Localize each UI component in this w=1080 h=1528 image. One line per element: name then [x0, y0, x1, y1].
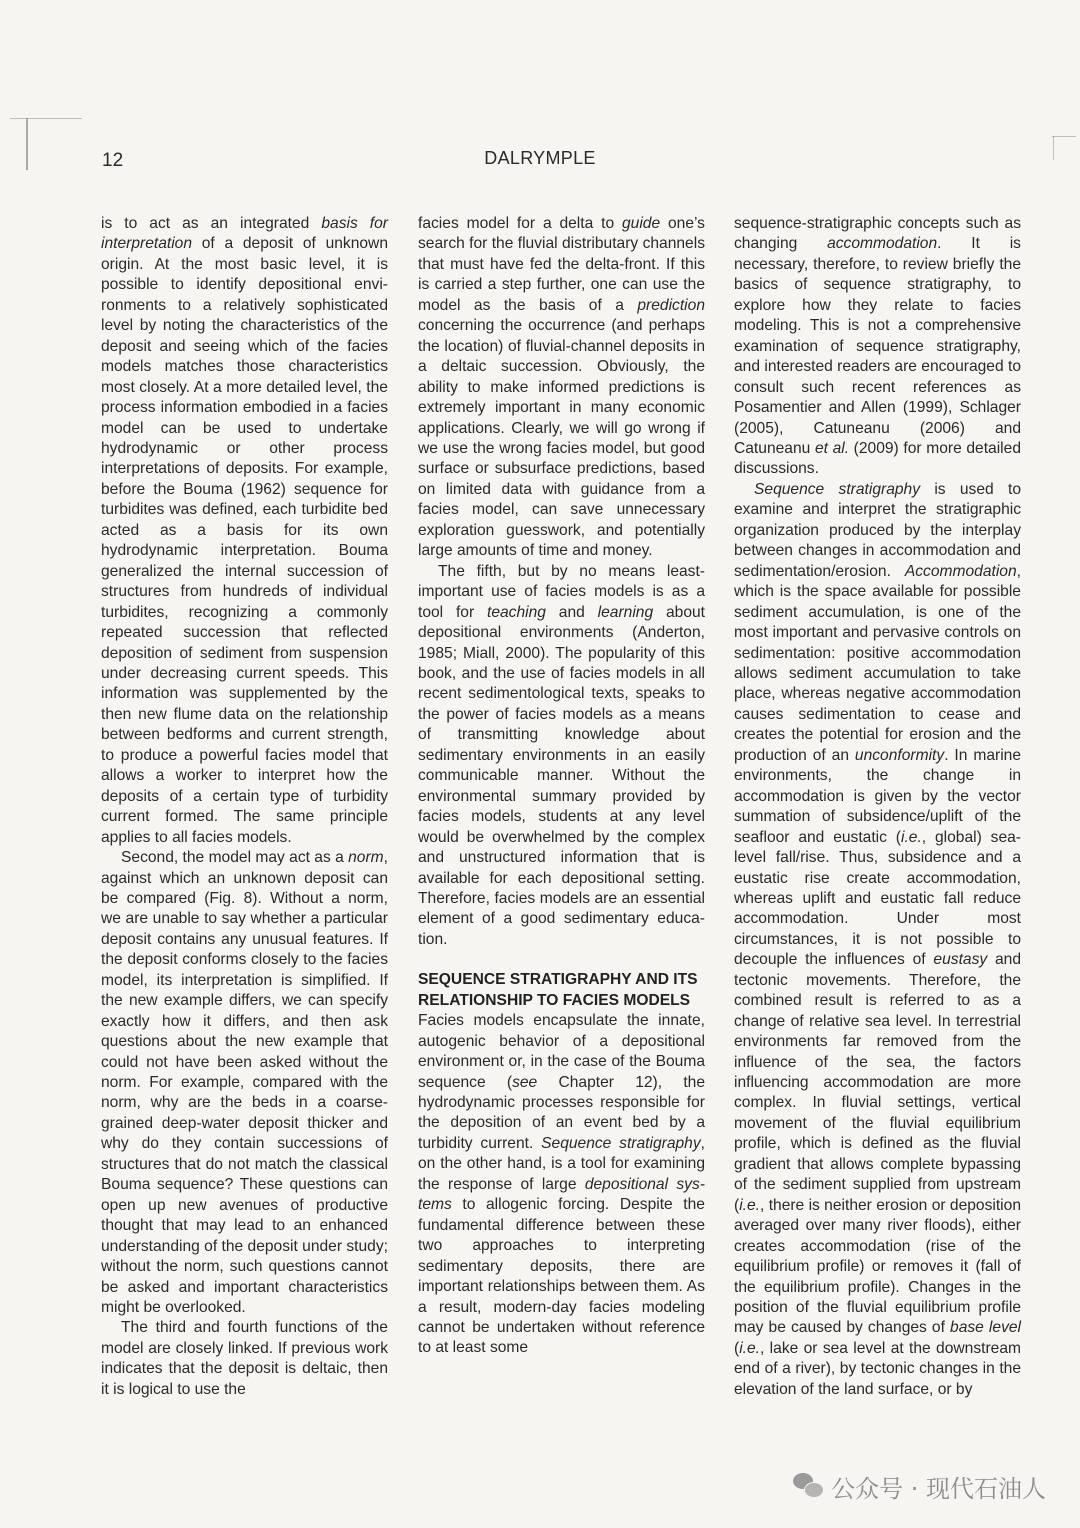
paragraph: The fifth, but by no means least-important use of facies models is as a tool for teaching and learning about depositional environments (Anderton, 1985; Miall, 2000). The popularity of this book, and the use of facies models in all recent sedimentological texts, speaks to the power of facies models as a means of transmitting knowledge about sedimentary environments in an easily communicable manner. Without the environmental summary provided by facies models, students at any level would be overwhelmed by the complex and unstructured information that is available for each depositional setting. Therefore, facies models are an essential element of a good sedimentary education. [418, 562, 705, 948]
watermark-text: 公众号 · 现代石油人 [831, 1474, 1046, 1503]
paragraph: sequence-stratigraphic concepts such as changing accommodation. It is necessary, therefore, to review briefly the basics of sequence stratigraphy, to explore how they relate to facies modeling. This is not a comprehensive examination of sequence stratigraphy, and interested readers are encouraged to consult such recent references as Posamentier and Allen (1999), Schlager (2005), Catuneanu (2006) and Catuneanu et al. (2009) for more detailed discussions. [734, 215, 1021, 478]
paragraph: is to act as an integrated basis for interpretation of a deposit of unknown origin. At the most basic level, it is possible to identify depositional environments to a relatively sophisticated level by noting the characteristics of the deposit and seeing which of the facies models matches those characteristics most closely. At a more detailed level, the process information embodied in a facies model can be used to undertake hydrodynamic or other process interpretations of deposits. For example, before the Bouma (1962) sequence for turbidites was defined, each turbidite bed acted as a basis for its own hydrodynamic interpretation. Bouma generalized the internal succession of structures from hundreds of individual turbidites, recognizing a commonly repeated succession that reflected deposition of sediment from suspension under decreasing current speeds. This information was supplemented by the then new flume data on the relationship between bedforms and current strength, to produce a powerful facies model that allows a worker to interpret how the deposits of a certain type of turbidity current formed. The same principle applies to all facies models. [101, 215, 388, 846]
paragraph: facies model for a delta to guide one’s search for the fluvial distributary channels that must have fed the delta-front. If this is carried a step further, one can use the model as the basis of a prediction concerning the occurrence (and perhaps the location) of fluvial-channel deposits in a deltaic succession. Obviously, the ability to make informed predictions is extremely important in many economic applications. Clearly, we will go wrong if we use the wrong facies model, but good surface or subsurface predictions, based on limited data with guidance from a facies model, can save unnecessary exploration guesswork, and potentially large amounts of time and money. [418, 215, 705, 560]
text-column-3 [734, 214, 1021, 1400]
running-head: DALRYMPLE [484, 148, 596, 168]
paragraph: Sequence stratigraphy is used to examine and interpret the stratigraphic organization produced by the interplay between changes in accommodation and sedimentation/erosion. Accommodation, which is the space available for possible sediment accumulation, is one of the most important and pervasive controls on sedimentation: positive accommodation allows sediment accumulation to take place, whereas negative accommodation causes sedimentation to cease and creates the potential for erosion and the production of an unconformity. In marine environments, the change in accommodation is given by the vector summation of subsidence/uplift of the seafloor and eustatic (i.e., global) sea-level fall/rise. Thus, subsidence and a eustatic rise create accommodation, whereas uplift and eustatic fall reduce accommodation. Under most circumstances, it is not possible to decouple the influences of eustasy and tectonic movements. Therefore, the combined result is referred to as a change of relative sea level. In terrestrial environments far removed from the influence of the sea, the factors influencing accommodation are more complex. In fluvial settings, vertical movement of the fluvial equilibrium profile, which is defined as the fluvial gradient that allows complete bypassing of the sediment supplied from upstream (i.e., there is neither erosion or deposition averaged over many river floods), either creates accommodation (rise of the equilibrium profile) or removes it (fall of the equilibrium profile). Changes in the position of the fluvial equilibrium profile may be caused by changes of base level (i.e., lake or sea level at the downstream end of a river), by tectonic changes in the elevation of the land surface, or by [734, 480, 1022, 1398]
watermark [793, 1466, 1046, 1506]
section-heading: SEQUENCE STRATIGRAPHY AND ITS RELATIONSHIP TO FACIES MODELS [418, 971, 698, 1009]
text-column-2 [418, 214, 705, 1359]
wechat-icon [793, 1473, 823, 1499]
paragraph: Second, the model may act as a norm, against which an unknown deposit can be compared (Fig. 8). Without a norm, we are unable to say whether a particular deposit contains any unusual features. If the deposit conforms closely to the facies model, its interpretation is simplified. If the new example differs, we can specify exactly how it differs, and then ask questions about the new example that could not have been asked without the norm. For example, compared with the norm, why are the beds in a coarse-grained deep-water deposit thicker and why do they contain successions of structures that do not match the classical Bouma sequence? These questions can open up new avenues of productive thought that may lead to an enhanced understanding of the deposit under study; without the norm, such questions cannot be asked and important characteristics might be overlooked. [101, 849, 388, 1317]
scan-edge-mark [10, 118, 82, 119]
paragraph: Facies models encapsulate the innate, autogenic behavior of a depositional environment or, in the case of the Bouma sequence (see Chapter 12), the hydrodynamic processes responsible for the deposition of an event bed by a turbidity current. Sequence stratigraphy, on the other hand, is a tool for examining the response of large depositional systems to allogenic forcing. Despite the fundamental difference between these two approaches to interpreting sedimentary deposits, there are important relationships between them. As a result, modern-day facies modeling cannot be undertaken without reference to at least some [418, 1012, 705, 1357]
scan-edge-mark [1052, 136, 1076, 137]
paragraph: The third and fourth functions of the model are closely linked. If previous work indicates that the deposit is deltaic, then it is logical to use the [101, 1319, 388, 1398]
page-number: 12 [102, 150, 124, 171]
text-column-1 [101, 214, 388, 1400]
